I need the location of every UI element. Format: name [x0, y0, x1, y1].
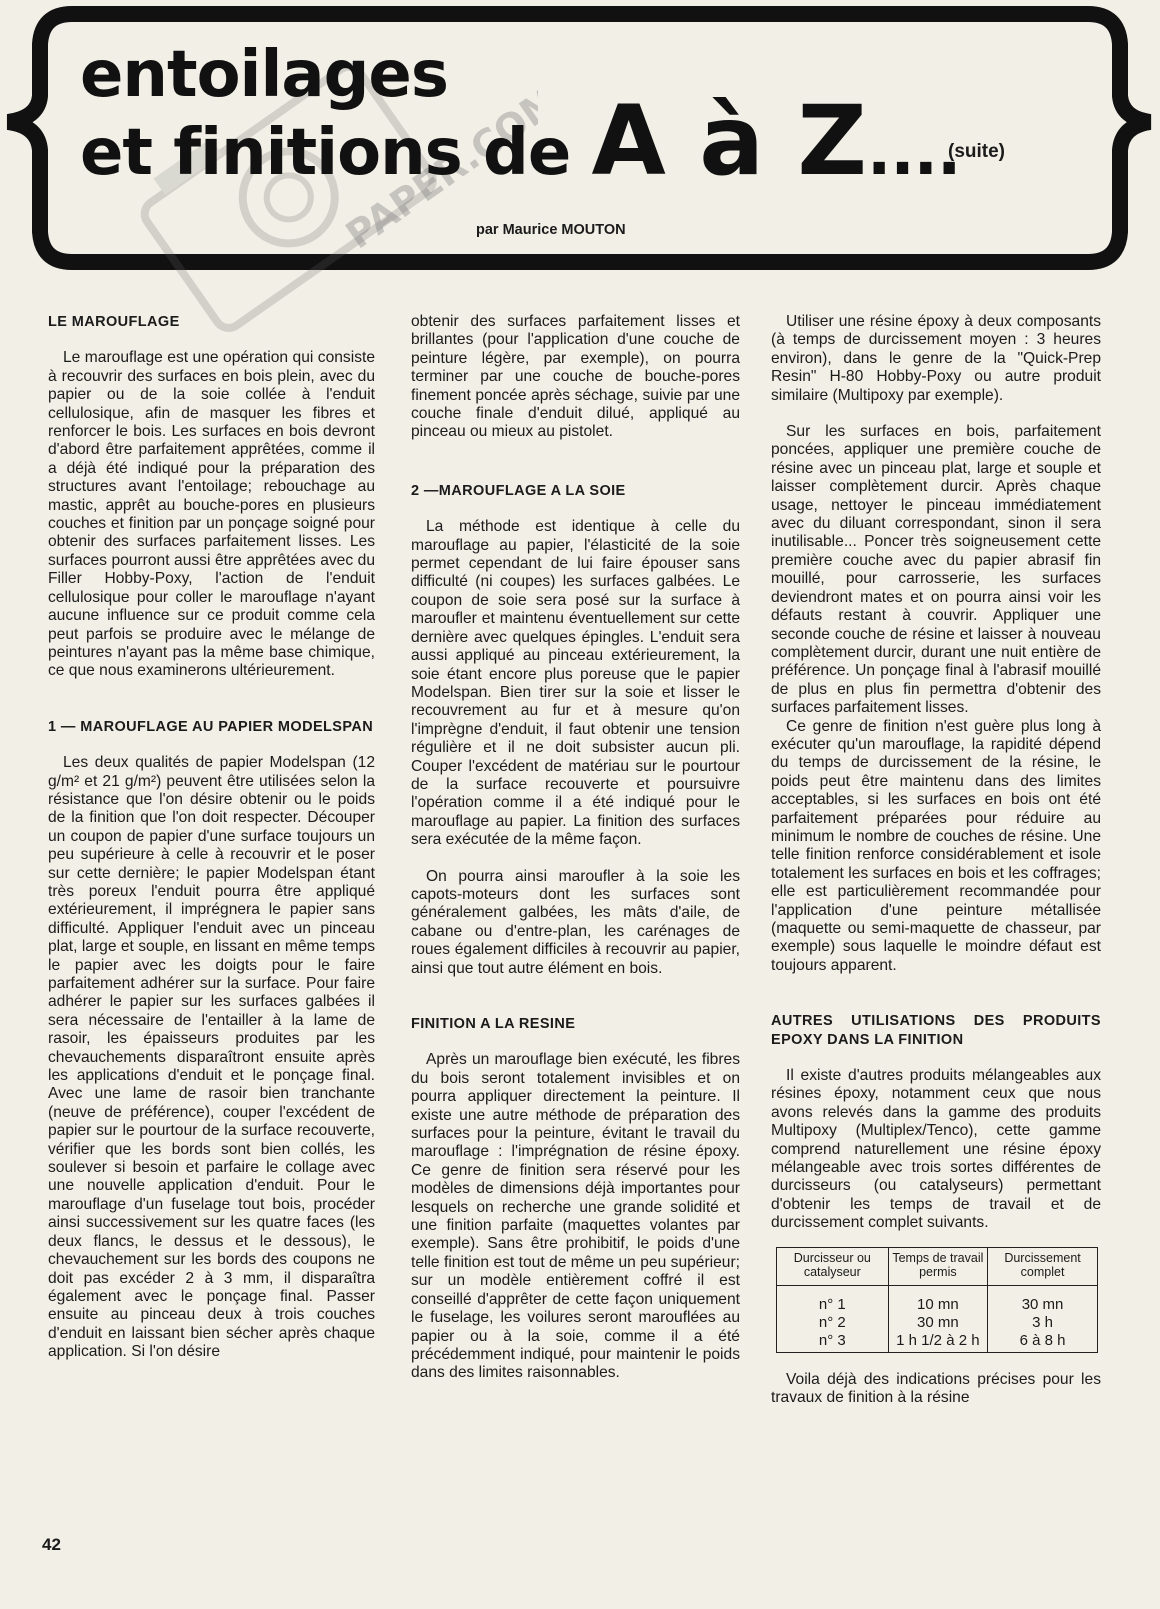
paragraph: Les deux qualités de papier Modelspan (12 g/m² et 21 g/m²) peuvent être utilisées selon la résistance que l'on désire obtenir ou le poids de la finition que l'on doit respecter. Découper un coupon de papier d'une surface toujours un peu supérieure à celle à recouvrir et le poser sur cette dernière; le papier Modelspan étant très poreux l'enduit pourra être appliqué extérieurement, il imprégnera le papier sans difficulté. Appliquer l'enduit avec un pinceau plat, large et souple, en lissant en même temps le papier avec les doigts pour le faire parfaitement adhérer sur la surface. Pour faire adhérer le papier sur les surfaces galbées il sera nécessaire de l'entailler à la lame de rasoir, les épaisseurs produites par les chevauchements disparaîtront ensuite après les applications d'enduit et le ponçage final. Avec une lame de rasoir bien tranchante (neuve de préférence), couper l'excédent de papier sur le pourtour de la surface recouverte, vérifier que les bords sont bien collés, les soulever si besoin et parfaire le collage avec une nouvelle application d'enduit. Pour le marouflage d'un fuselage tout bois, procéder ainsi successivement sur les quatre faces (les deux flancs, le dessus et le dessous), le chevauchement sur les bords des coupons ne doit pas excéder 2 à 3 mm, il disparaîtra également avec le ponçage final. Passer ensuite au pinceau deux à trois couches d'enduit en laissant bien sécher après chaque application. Si l'on désire [48, 754, 375, 1361]
paragraph: Le marouflage est une opération qui consiste à recouvrir des surfaces en bois plein, avec du papier ou de la soie collée à l'enduit cellulosique, afin de masquer les fibres et renforcer le bois. Les surfaces en bois devront d'abord être parfaitement apprêtées, comme il a déjà été indiqué pour la préparation des structures avant l'entoilage; rebouchage au mastic, apprêt au bouche-pores en plusieurs couches et finition par un ponçage soigné pour obtenir des surfaces parfaitement lisses. Les surfaces pourront aussi être apprêtées avec du Filler Hobby-Poxy, l'action de l'enduit cellulosique pour coller le marouflage n'ayant aucune influence sur ce produit comme cela peut parfois se produire avec le mélange de peintures n'ayant pas la même base chimique, ce que nous examinerons ultérieurement. [48, 349, 375, 680]
table-header: Temps de travail permis [888, 1247, 987, 1285]
paragraph: Ce genre de finition n'est guère plus long à exécuter qu'un marouflage, la rapidité dépend du temps de durcissement de la résine, le poids peut être maintenu dans des limites acceptables, si les surfaces en bois ont été parfaitement préparées pour réduire au minimum le nombre de couches de résine. Une telle finition renforce considérablement et isole totalement les surfaces en bois et les coffrages; elle est particulièrement recommandée pour l'application d'une peinture métallisée (maquette ou semi-maquette de chasseur, par exemple) sous laquelle le moindre défaut est toujours apparent. [771, 717, 1101, 974]
table-cell: 30 mn [988, 1285, 1098, 1314]
table-cell: 30 mn [888, 1314, 987, 1332]
byline: par Maurice MOUTON [476, 222, 626, 238]
paragraph: Il existe d'autres produits mélangeables aux résines époxy, notamment ceux que nous avons relevés dans la gamme des produits Multipoxy (Multiplex/Tenco), cette gamme comprend naturellement une résine époxy mélangeable avec trois sortes différentes de durcisseurs (ou catalyseurs) permettant d'obtenir les temps de travail et de durcissement complet suivants. [771, 1067, 1101, 1232]
table-cell: n° 1 [777, 1285, 889, 1314]
table-header: Durcisseur ou catalyseur [777, 1247, 889, 1285]
title-suite: (suite) [948, 141, 1005, 162]
table-header-row [777, 1247, 1098, 1285]
column-3 [771, 313, 1101, 1408]
durcisseur-table [776, 1247, 1098, 1353]
table-cell: 6 à 8 h [988, 1332, 1098, 1353]
paragraph: Sur les surfaces en bois, parfaitement poncées, appliquer une première couche de résine avec un pinceau plat, large et souple et laisser complètement durcir. Après chaque usage, nettoyer le pinceau immédiatement avec du diluant correspondant, sinon il sera inutilisable... Poncer très soigneusement cette première couche avec du papier abrasif fin mouillé, pour carrosserie, les surfaces deviendront mates et on pourra ainsi voir les défauts restant à couvrir. Appliquer une seconde couche de résine et laisser à nouveau complètement durcir, durant une nuit entière de préférence. Un ponçage final à l'abrasif mouillé de plus en plus fin permettra d'obtenir des surfaces parfaitement lisses. [771, 423, 1101, 717]
table-cell: n° 3 [777, 1332, 889, 1353]
table-row [777, 1285, 1098, 1314]
paragraph: obtenir des surfaces parfaitement lisses et brillantes (pour l'application d'une couche de peinture légère, par exemple), on pourra terminer par une couche de bouche-pores finement poncée après séchage, suivie par une couche finale d'enduit dilué, appliqué au pinceau ou mieux au pistolet. [411, 313, 740, 441]
paragraph: La méthode est identique à celle du marouflage au papier, l'élasticité de la soie permet cependant de lui faire épouser sans difficulté (ni coupes) les surfaces galbées. Le coupon de soie sera posé sur la surface à maroufler et maintenu éventuellement sur cette dernière avec quelques épingles. L'enduit sera aussi appliqué au pinceau extérieurement, la soie étant encore plus poreuse que le papier Modelspan. Bien tirer sur la soie et lisser le recouvrement au fur et à mesure qu'on l'imprègne d'enduit, il faut obtenir une tension régulière et il ne doit subsister aucun pli. Couper l'excédent de matériau sur le pourtour de la surface recouverte et poursuivre l'opération comme il a été indiqué pour le marouflage au papier. La finition des surfaces sera exécutée de la même façon. [411, 518, 740, 849]
table-cell: 10 mn [888, 1285, 987, 1314]
watermark-text: PAPER.COM [337, 77, 538, 258]
paragraph: Utiliser une résine époxy à deux composants (à temps de durcissement moyen : 3 heures environ), dans le genre de la "Quick-Prep Resin" H-80 Hobby-Poxy ou autre produit similaire (Multipoxy par exemple). [771, 313, 1101, 404]
paragraph: Voila déjà des indications précises pour les travaux de finition à la résine [771, 1370, 1101, 1407]
table-row [777, 1314, 1098, 1332]
table-cell: 1 h 1/2 à 2 h [888, 1332, 987, 1353]
table-cell: n° 2 [777, 1314, 889, 1332]
page-number: 42 [42, 1535, 61, 1554]
title-dots: .... [867, 116, 961, 190]
paragraph: On pourra ainsi maroufler à la soie les capots-moteurs dont les surfaces sont généralement galbées, les mâts d'aile, de cabane ou d'entre-plan, les carénages de roues également difficiles à recouvrir au papier, ainsi que tout autre élément en bois. [411, 867, 740, 977]
title-a-a-z: A à Z [591, 85, 868, 197]
heading-finition-resine: FINITION A LA RESINE [411, 1016, 576, 1032]
title-line-1: entoilages [80, 38, 448, 112]
title-line-2-text: et finitions de [80, 116, 592, 190]
heading-marouflage: LE MAROUFLAGE [48, 314, 180, 330]
table-cell: 3 h [988, 1314, 1098, 1332]
heading-autres-utilisations: AUTRES UTILISATIONS DES PRODUITS EPOXY DANS LA FINITION [771, 1013, 1101, 1048]
paragraph: Après un marouflage bien exécuté, les fibres du bois seront totalement invisibles et on pourra appliquer directement la peinture. Il existe une autre méthode de préparation des surfaces pour la peinture, évitant le travail du marouflage : l'imprégnation de résine époxy. Ce genre de finition sera réservé pour les modèles de dimensions déjà importantes pour lesquels on recherche une grande solidité et une finition parfaite (maquettes volantes par exemple). Sans être prohibitif, le poids d'une telle finition est tout de même un peu supérieur; sur un modèle entièrement coffré il est conseillé d'apprêter de cette façon uniquement le fuselage, les voilures seront marouflées au papier ou à la soie, comme il a été précédemment indiqué, pour maintenir le poids dans des limites raisonnables. [411, 1051, 740, 1382]
table-header: Durcissement complet [988, 1247, 1098, 1285]
column-2 [411, 313, 740, 1383]
table-row [777, 1332, 1098, 1353]
heading-marouflage-soie: 2 —MAROUFLAGE A LA SOIE [411, 482, 626, 499]
article-title [80, 38, 961, 197]
heading-marouflage-papier: 1 — MAROUFLAGE AU PAPIER MODELSPAN [48, 718, 374, 735]
column-1 [48, 313, 375, 1362]
